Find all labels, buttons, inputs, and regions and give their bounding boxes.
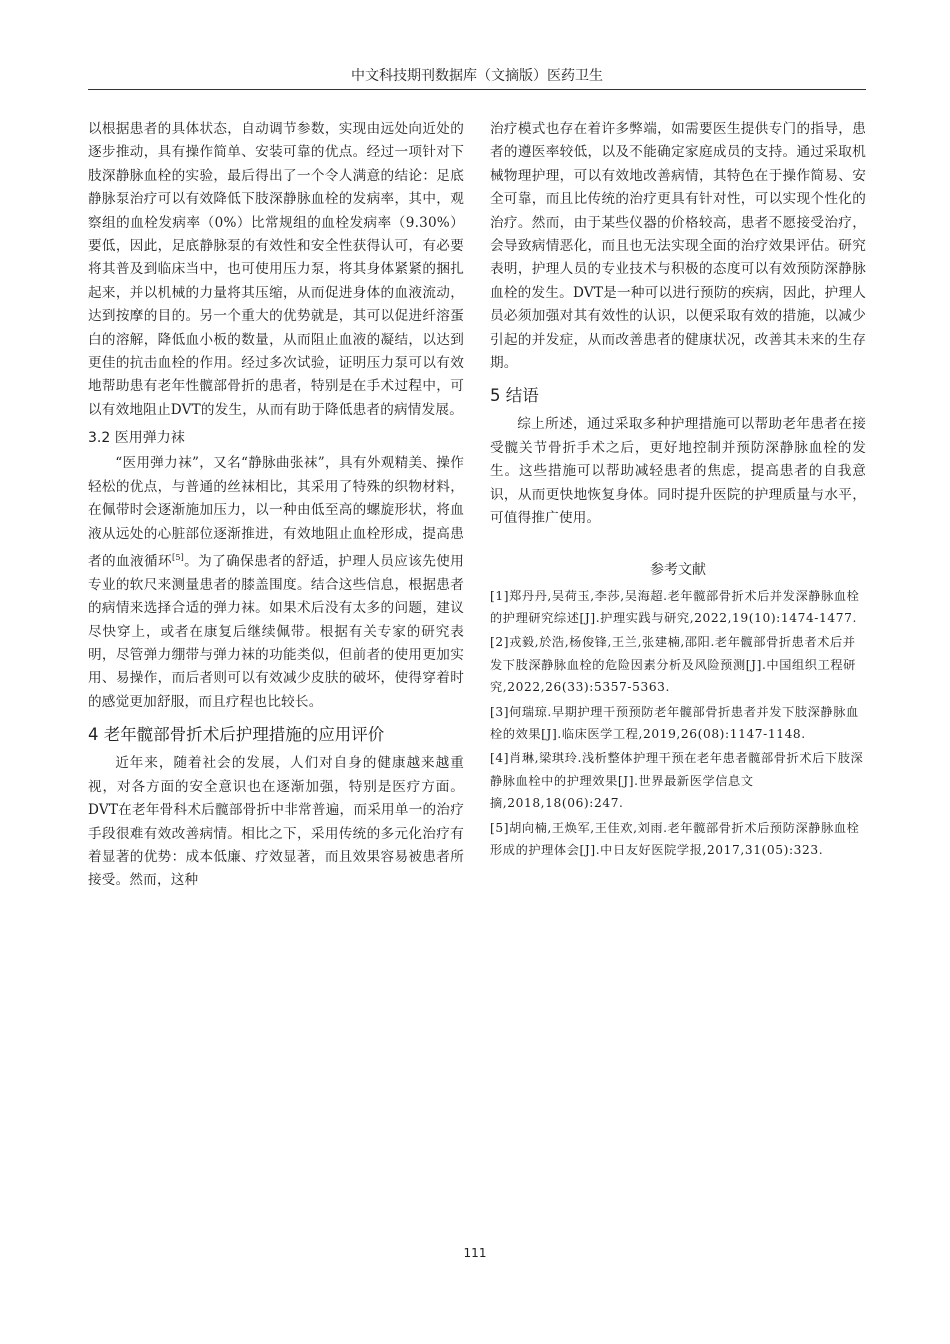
right-column (490, 118, 866, 861)
paragraph-evaluation: 近年来，随着社会的发展，人们对自身的健康越来越重视，对各方面的安全意识也在逐渐加强，特别是医疗方面。DVT在老年骨科术后髋部骨折中非常普遍，而采用单一的治疗手段很难有效改善病情。相比之下，采用传统的多元化治疗有着显著的优势：成本低廉、疗效显著，而且效果容易被患者所接受。然而，这种 (88, 755, 464, 889)
citation-5: [5] (172, 552, 184, 562)
reference-item-1: [1]郑丹丹,吴荷玉,李莎,吴海超.老年髋部骨折术后并发深静脉血栓的护理研究综述[J].护理实践与研究,2022,19(10):1474-1477. (490, 588, 860, 625)
paragraph-evaluation-cont: 治疗模式也存在着许多弊端，如需要医生提供专门的指导，患者的遵医率较低，以及不能确定家庭成员的支持。通过采取机械物理护理，可以有效地改善病情，其特色在于操作简易、安全可靠，而且比传统的治疗更具有针对性，可以实现个性化的治疗。然而，由于某些仪器的价格较高，患者不愿接受治疗，会导致病情恶化，而且也无法实现全面的治疗效果评估。研究表明，护理人员的专业技术与积极的态度可以有效预防深静脉血栓的发生。DVT是一种可以进行预防的疾病，因此，护理人员必须加强对其有效性的认识，以便采取有效的措施，以减少引起的并发症，从而改善患者的健康状况，改善其未来的生存期。 (490, 121, 866, 372)
section-heading-4: 4 老年髋部骨折术后护理措施的应用评价 (88, 725, 385, 745)
section-heading-5: 5 结语 (490, 386, 539, 406)
reference-item-2: [2]戎毅,於浩,杨俊锋,王兰,张建楠,邵阳.老年髋部骨折患者术后并发下肢深静脉血栓的危险因素分析及风险预测[J].中国组织工程研究,2022,26(33):5357-5363. (490, 635, 856, 695)
paragraph-stockings-part1: “医用弹力袜”，又名“静脉曲张袜”，具有外观精美、操作轻松的优点，与普通的丝袜相比，其采用了特殊的织物材料，在佩带时会逐渐施加压力，以一种由低至高的螺旋形状，将血液从远处的心脏部位逐渐推进，有效地阻止血栓形成，提高患者的血液循环 (88, 455, 464, 570)
paragraph-conclusion: 综上所述，通过采取多种护理措施可以帮助老年患者在接受髋关节骨折手术之后，更好地控制并预防深静脉血栓的发生。这些措施可以帮助减轻患者的焦虑，提高患者的自我意识，从而更快地恢复身体。同时提升医院的护理质量与水平，可值得推广使用。 (490, 416, 866, 527)
header-rule (88, 89, 866, 90)
section-heading-3-2: 3.2 医用弹力袜 (88, 430, 185, 447)
paragraph-stockings-part2: 。为了确保患者的舒适，护理人员应该先使用专业的软尺来测量患者的膝盖围度。结合这些信息，根据患者的病情来选择合适的弹力袜。如果术后没有太多的问题，建议尽快穿上，或者在康复后继续佩带。根据有关专家的研究表明，尽管弹力绷带与弹力袜的功能类似，但前者的使用更加实用、易操作，而后者则可以有效减少皮肤的破坏，使得穿着时的感觉更加舒服，而且疗程也比较长。 (88, 553, 464, 710)
reference-item-5: [5]胡向楠,王焕军,王佳欢,刘雨.老年髋部骨折术后预防深静脉血栓形成的护理体会[J].中日友好医院学报,2017,31(05):323. (490, 820, 860, 857)
paragraph-stockings (88, 452, 464, 714)
reference-item-3: [3]何瑞琼.早期护理干预预防老年髋部骨折患者并发下肢深静脉血栓的效果[J].临床医学工程,2019,26(08):1147-1148. (490, 704, 859, 741)
journal-header: 中文科技期刊数据库（文摘版）医药卫生 (351, 68, 603, 84)
left-column (88, 118, 464, 893)
page-number: 111 (463, 1246, 487, 1260)
reference-item-4: [4]肖琳,梁琪玲.浅析整体护理干预在老年患者髋部骨折术后下肢深静脉血栓中的护理效果[J].世界最新医学信息文摘,2018,18(06):247. (490, 751, 864, 811)
paragraph-pump: 以根据患者的具体状态，自动调节参数，实现由远处向近处的逐步推动，具有操作简单、安装可靠的优点。经过一项针对下肢深静脉血栓的实验，最后得出了一个令人满意的结论：足底静脉泵治疗可以有效降低下肢深静脉血栓的发病率，其中，观察组的血栓发病率（0%）比常规组的血栓发病率（9.30%）要低，因此，足底静脉泵的有效性和安全性获得认可，有必要将其普及到临床当中，也可使用压力泵，将其身体紧紧的捆扎起来，并以机械的力量将其压缩，从而促进身体的血液流动，达到按摩的目的。另一个重大的优势就是，其可以促进纤溶蛋白的溶解，降低血小板的数量，从而阻止血液的凝结，以达到更佳的抗击血栓的作用。经过多次试验，证明压力泵可以有效地帮助患有老年性髋部骨折的患者，特别是在手术过程中，可以有效地阻止DVT的发生，从而有助于降低患者的病情发展。 (88, 121, 464, 418)
references-title: 参考文献 (650, 561, 706, 578)
